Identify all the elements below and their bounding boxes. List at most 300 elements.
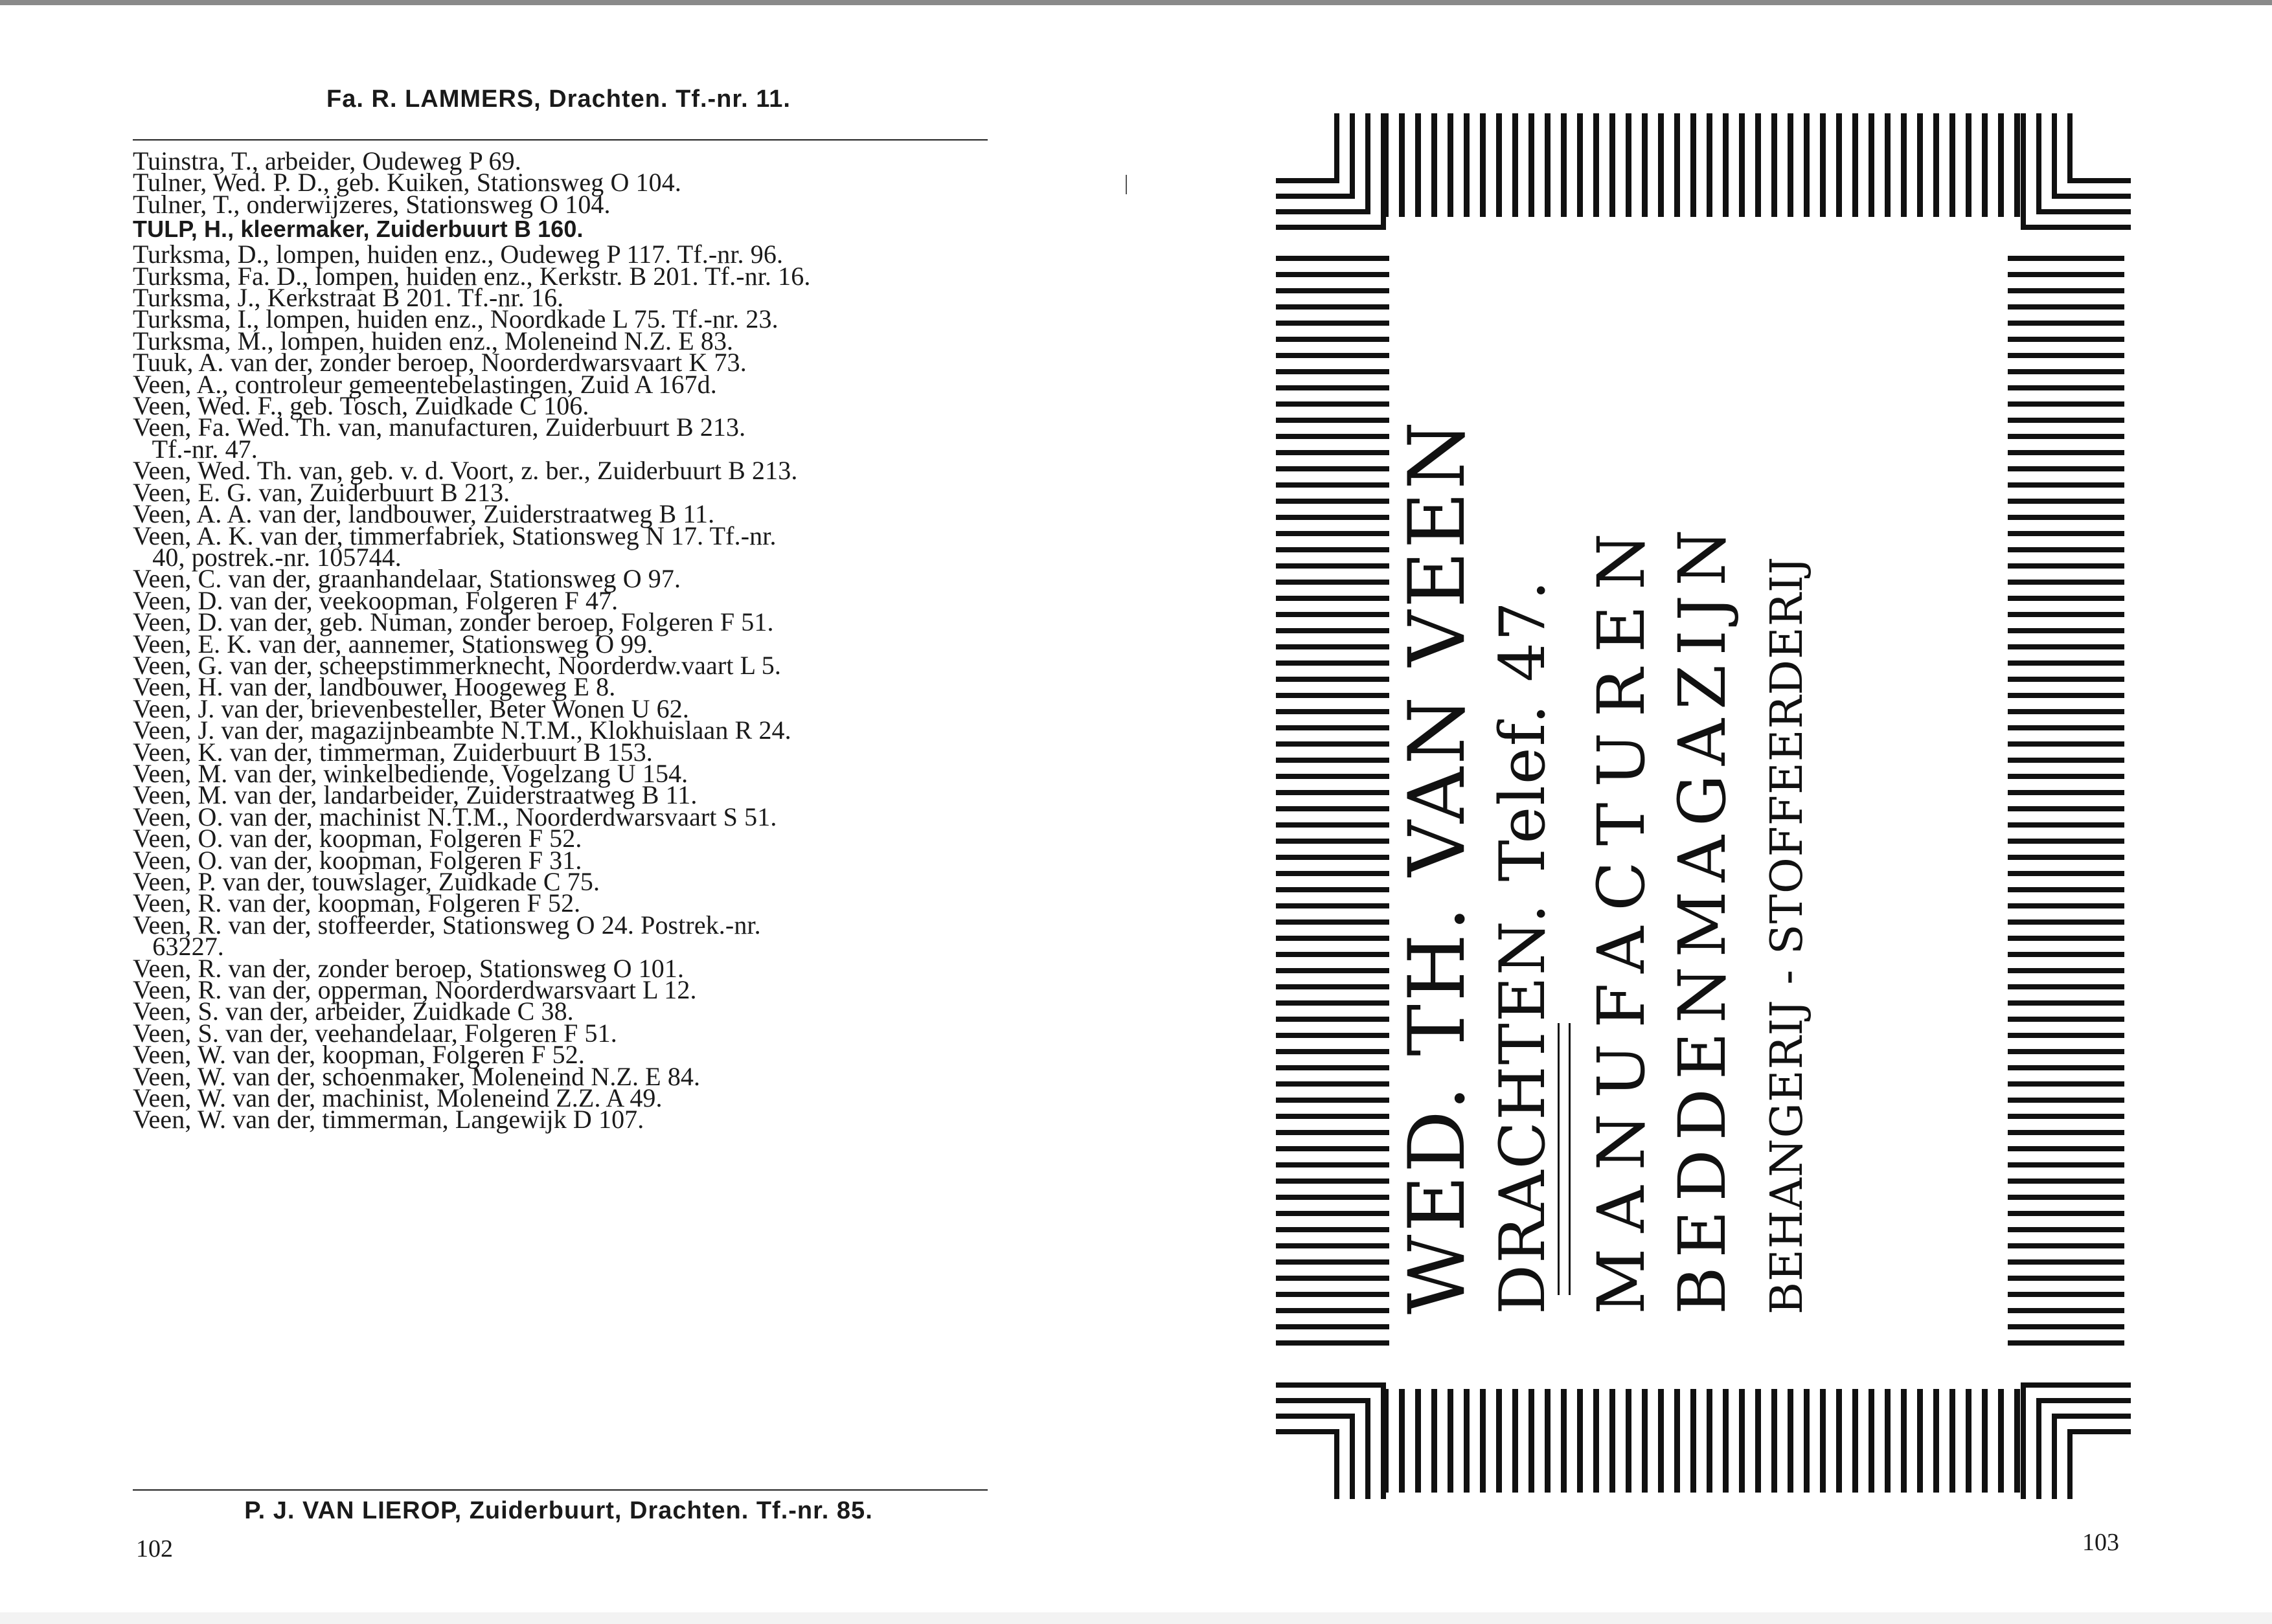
frame-stripe-left (1276, 612, 1389, 617)
directory-entry: Veen, E. G. van, Zuiderbuurt B 213. (133, 477, 510, 507)
frame-stripe-right (2008, 369, 2124, 374)
frame-stripe-left (1276, 499, 1389, 504)
frame-stripe-bottom (1577, 1389, 1583, 1493)
frame-stripe-bottom (1658, 1389, 1664, 1493)
frame-stripe-right (2008, 790, 2124, 795)
frame-stripe-left (1276, 1130, 1389, 1135)
frame-stripe-left (1276, 401, 1389, 407)
frame-stripe-bottom (1933, 1389, 1939, 1493)
directory-entry: Veen, D. van der, veekoopman, Folgeren F 47. (133, 585, 619, 615)
frame-stripe-right (2008, 385, 2124, 390)
directory-entry: Veen, A. K. van der, timmerfabriek, Stationsweg N 17. Tf.-nr. (133, 521, 777, 550)
frame-corner-bottom-left (1334, 1434, 1339, 1499)
frame-stripe-bottom (1545, 1389, 1551, 1493)
frame-stripe-right (2008, 936, 2124, 941)
frame-stripe-bottom (1739, 1389, 1745, 1493)
frame-stripe-bottom (1609, 1389, 1615, 1493)
frame-stripe-bottom (1480, 1389, 1486, 1493)
frame-corner-bottom-right (2052, 1414, 2131, 1419)
frame-stripe-left (1276, 580, 1389, 585)
directory-entry: Tuinstra, T., arbeider, Oudeweg P 69. (133, 146, 521, 175)
frame-stripe-left (1276, 596, 1389, 601)
frame-stripe-bottom (1836, 1389, 1842, 1493)
frame-stripe-top (1771, 113, 1777, 217)
frame-stripe-bottom (1399, 1389, 1405, 1493)
frame-stripe-left (1276, 434, 1389, 439)
page-bottom-edge (0, 1612, 2272, 1624)
frame-stripe-bottom (1755, 1389, 1761, 1493)
frame-stripe-bottom (1852, 1389, 1858, 1493)
frame-stripe-right (2008, 337, 2124, 342)
frame-stripe-right (2008, 1227, 2124, 1232)
footer-rule (133, 1489, 988, 1491)
directory-entry: Veen, P. van der, touwslager, Zuidkade C 75. (133, 867, 600, 896)
frame-stripe-top (1820, 113, 1826, 217)
frame-stripe-top (1739, 113, 1745, 217)
frame-corner-bottom-left (1350, 1419, 1355, 1499)
frame-stripe-top (1528, 113, 1534, 217)
frame-stripe-top (1788, 113, 1793, 217)
frame-stripe-left (1276, 304, 1389, 310)
frame-corner-top-left (1365, 113, 1370, 209)
frame-stripe-right (2008, 1098, 2124, 1103)
frame-stripe-bottom (1998, 1389, 2004, 1493)
frame-stripe-bottom (1626, 1389, 1631, 1493)
page-top-edge (0, 0, 2272, 5)
frame-stripe-left (1276, 1340, 1389, 1346)
directory-entry: 40, postrek.-nr. 105744. (133, 542, 402, 572)
frame-stripe-left (1276, 1049, 1389, 1054)
frame-stripe-right (2008, 418, 2124, 423)
advert-rotated-text (1386, 418, 1813, 1314)
frame-stripe-top (1609, 113, 1615, 217)
frame-stripe-left (1276, 677, 1389, 682)
frame-stripe-top (1852, 113, 1858, 217)
frame-stripe-right (2008, 401, 2124, 407)
frame-corner-bottom-left (1381, 1388, 1386, 1499)
advert-line-manufacturen: MANUFACTUREN (1584, 517, 1659, 1314)
frame-stripe-left (1276, 256, 1389, 261)
frame-stripe-left (1276, 1000, 1389, 1006)
frame-corner-bottom-right (2052, 1419, 2057, 1499)
frame-stripe-left (1276, 952, 1389, 957)
directory-entry: Veen, A., controleur gemeentebelastingen, Zuid A 167d. (133, 369, 717, 399)
frame-corner-top-right (2067, 113, 2073, 178)
directory-entry: 63227. (133, 932, 224, 962)
frame-stripe-top (1431, 113, 1437, 217)
frame-stripe-right (2008, 1017, 2124, 1022)
frame-stripe-top (1593, 113, 1599, 217)
frame-corner-top-right (2052, 113, 2057, 194)
frame-stripe-right (2008, 580, 2124, 585)
frame-stripe-right (2008, 871, 2124, 876)
frame-stripe-left (1276, 1114, 1389, 1119)
directory-entry: Veen, K. van der, timmerman, Zuiderbuurt B 153. (133, 737, 653, 767)
frame-stripe-left (1276, 1292, 1389, 1297)
frame-stripe-right (2008, 1130, 2124, 1135)
frame-stripe-left (1276, 839, 1389, 844)
frame-stripe-top (1933, 113, 1939, 217)
frame-stripe-top (1577, 113, 1583, 217)
frame-stripe-bottom (1788, 1389, 1793, 1493)
frame-stripe-top (1415, 113, 1421, 217)
frame-stripe-right (2008, 1146, 2124, 1151)
directory-entry: Veen, O. van der, koopman, Folgeren F 52. (133, 824, 582, 853)
frame-stripe-right (2008, 887, 2124, 892)
frame-stripe-left (1276, 725, 1389, 730)
directory-entry: Veen, M. van der, landarbeider, Zuiderstraatweg B 11. (133, 780, 698, 810)
frame-corner-top-right (2036, 209, 2131, 214)
advert-line-beddenmagazijn: BEDDENMAGAZIJN (1664, 520, 1740, 1314)
directory-entry: Veen, D. van der, geb. Numan, zonder beroep, Folgeren F 51. (133, 607, 774, 637)
frame-stripe-left (1276, 1308, 1389, 1313)
directory-entry: Veen, R. van der, koopman, Folgeren F 52. (133, 888, 581, 918)
frame-stripe-bottom (1512, 1389, 1518, 1493)
frame-stripe-right (2008, 288, 2124, 293)
directory-entry: Veen, W. van der, koopman, Folgeren F 52. (133, 1040, 585, 1070)
frame-stripe-bottom (1464, 1389, 1470, 1493)
directory-entry: Turksma, M., lompen, huiden enz., Moleneind N.Z. E 83. (133, 326, 734, 355)
frame-stripe-bottom (1966, 1389, 1971, 1493)
frame-stripe-left (1276, 1211, 1389, 1216)
frame-stripe-top (1707, 113, 1712, 217)
frame-stripe-right (2008, 353, 2124, 358)
frame-stripe-left (1276, 1017, 1389, 1022)
frame-stripe-left (1276, 1259, 1389, 1265)
frame-stripe-left (1276, 515, 1389, 520)
frame-stripe-top (1464, 113, 1470, 217)
frame-stripe-bottom (1642, 1389, 1648, 1493)
directory-entry: Tulner, T., onderwijzeres, Stationsweg O 104. (133, 189, 611, 219)
frame-stripe-bottom (1723, 1389, 1729, 1493)
frame-stripe-left (1276, 321, 1389, 326)
frame-stripe-right (2008, 1211, 2124, 1216)
frame-stripe-bottom (1674, 1389, 1680, 1493)
directory-entry: Veen, A. A. van der, landbouwer, Zuiderstraatweg B 11. (133, 499, 715, 529)
frame-stripe-top (1836, 113, 1842, 217)
frame-stripe-bottom (1869, 1389, 1874, 1493)
directory-entry: Tulner, Wed. P. D., geb. Kuiken, Stationsweg O 104. (133, 168, 681, 197)
frame-stripe-left (1276, 919, 1389, 925)
frame-stripe-top (1480, 113, 1486, 217)
frame-stripe-bottom (1690, 1389, 1696, 1493)
frame-stripe-right (2008, 1162, 2124, 1167)
frame-stripe-left (1276, 1162, 1389, 1167)
frame-stripe-right (2008, 1000, 2124, 1006)
frame-stripe-right (2008, 563, 2124, 569)
frame-stripe-right (2008, 968, 2124, 973)
frame-stripe-left (1276, 741, 1389, 747)
frame-stripe-right (2008, 434, 2124, 439)
frame-stripe-left (1276, 353, 1389, 358)
frame-corner-bottom-right (2021, 1388, 2026, 1499)
frame-stripe-left (1276, 418, 1389, 423)
frame-stripe-bottom (1415, 1389, 1421, 1493)
advert-double-rule (1558, 1023, 1571, 1295)
frame-stripe-left (1276, 871, 1389, 876)
directory-entry: Veen, E. K. van der, aannemer, Stationsweg O 99. (133, 629, 653, 659)
frame-stripe-right (2008, 952, 2124, 957)
frame-stripe-right (2008, 531, 2124, 536)
frame-stripe-right (2008, 709, 2124, 714)
frame-stripe-right (2008, 499, 2124, 504)
frame-stripe-right (2008, 1308, 2124, 1313)
frame-stripe-top (1512, 113, 1518, 217)
frame-corner-top-right (2067, 178, 2131, 183)
frame-stripe-left (1276, 628, 1389, 633)
frame-stripe-bottom (1949, 1389, 1955, 1493)
directory-entry: Turksma, I., lompen, huiden enz., Noordkade L 75. Tf.-nr. 23. (133, 304, 778, 334)
directory-entry: Veen, W. van der, timmerman, Langewijk D 107. (133, 1105, 644, 1134)
frame-stripe-left (1276, 482, 1389, 488)
frame-stripe-bottom (1771, 1389, 1777, 1493)
directory-entry: Veen, J. van der, magazijnbeambte N.T.M., Klokhuislaan R 24. (133, 716, 791, 745)
directory-entry: Veen, O. van der, koopman, Folgeren F 31. (133, 845, 582, 875)
frame-stripe-bottom (1885, 1389, 1891, 1493)
frame-stripe-bottom (1593, 1389, 1599, 1493)
frame-stripe-bottom (1496, 1389, 1502, 1493)
frame-stripe-left (1276, 369, 1389, 374)
directory-entry: Tf.-nr. 47. (133, 434, 258, 464)
frame-stripe-right (2008, 1049, 2124, 1054)
running-head: Fa. R. LAMMERS, Drachten. Tf.-nr. 11. (326, 85, 791, 113)
frame-stripe-left (1276, 531, 1389, 536)
frame-stripe-right (2008, 256, 2124, 261)
frame-stripe-right (2008, 482, 2124, 488)
frame-stripe-right (2008, 1324, 2124, 1329)
frame-stripe-right (2008, 725, 2124, 730)
frame-stripe-right (2008, 839, 2124, 844)
directory-entry: Veen, O. van der, machinist N.T.M., Noorderdwarsvaart S 51. (133, 802, 777, 831)
frame-stripe-left (1276, 1098, 1389, 1103)
frame-stripe-bottom (1528, 1389, 1534, 1493)
frame-stripe-top (1982, 113, 1988, 217)
frame-stripe-left (1276, 337, 1389, 342)
directory-entry-bold: TULP, H., kleermaker, Zuiderbuurt B 160. (133, 216, 584, 243)
frame-stripe-left (1276, 806, 1389, 811)
frame-stripe-left (1276, 385, 1389, 390)
frame-stripe-left (1276, 822, 1389, 828)
frame-stripe-left (1276, 547, 1389, 552)
frame-corner-top-left (1350, 113, 1355, 194)
frame-stripe-left (1276, 887, 1389, 892)
frame-stripe-top (1545, 113, 1551, 217)
directory-entry: Turksma, J., Kerkstraat B 201. Tf.-nr. 16. (133, 283, 564, 313)
frame-corner-top-left (1276, 178, 1339, 183)
directory-entry: Veen, G. van der, scheepstimmerknecht, Noorderdw.vaart L 5. (133, 650, 781, 680)
directory-entry: Veen, Wed. Th. van, geb. v. d. Voort, z. ber., Zuiderbuurt B 213. (133, 456, 798, 486)
frame-stripe-top (1723, 113, 1729, 217)
directory-entry: Veen, Fa. Wed. Th. van, manufacturen, Zuiderbuurt B 213. (133, 412, 746, 442)
directory-entry: Veen, S. van der, veehandelaar, Folgeren F 51. (133, 1018, 617, 1048)
frame-stripe-bottom (2014, 1389, 2020, 1493)
directory-entry: Turksma, Fa. D., lompen, huiden enz., Kerkstr. B 201. Tf.-nr. 16. (133, 261, 811, 291)
frame-stripe-right (2008, 272, 2124, 277)
frame-stripe-right (2008, 1276, 2124, 1281)
footer-advert-line: P. J. VAN LIEROP, Zuiderbuurt, Drachten. Tf.-nr. 85. (244, 1497, 873, 1524)
frame-stripe-right (2008, 758, 2124, 763)
frame-stripe-right (2008, 1179, 2124, 1184)
frame-stripe-right (2008, 612, 2124, 617)
frame-stripe-left (1276, 693, 1389, 698)
frame-stripe-bottom (1917, 1389, 1923, 1493)
frame-stripe-bottom (1431, 1389, 1437, 1493)
frame-stripe-top (1642, 113, 1648, 217)
frame-stripe-left (1276, 466, 1389, 471)
frame-stripe-right (2008, 547, 2124, 552)
frame-stripe-right (2008, 855, 2124, 860)
frame-corner-top-right (2021, 225, 2131, 230)
frame-stripe-top (1901, 113, 1907, 217)
frame-corner-bottom-left (1276, 1398, 1370, 1403)
frame-stripe-top (1399, 113, 1405, 217)
frame-stripe-right (2008, 919, 2124, 925)
frame-stripe-top (1496, 113, 1502, 217)
frame-corner-top-right (2052, 194, 2131, 199)
directory-entry: Veen, M. van der, winkelbediende, Vogelzang U 154. (133, 758, 688, 788)
frame-stripe-right (2008, 1065, 2124, 1070)
frame-stripe-right (2008, 1340, 2124, 1346)
frame-stripe-bottom (1448, 1389, 1453, 1493)
frame-stripe-left (1276, 936, 1389, 941)
frame-stripe-left (1276, 563, 1389, 569)
frame-corner-top-left (1276, 209, 1370, 214)
advert-company-name: WED. TH. VAN VEEN (1392, 418, 1482, 1314)
directory-entry: Veen, Wed. F., geb. Tosch, Zuidkade C 106. (133, 391, 589, 421)
frame-corner-bottom-left (1276, 1414, 1355, 1419)
frame-stripe-right (2008, 515, 2124, 520)
frame-corner-bottom-left (1365, 1403, 1370, 1499)
frame-stripe-left (1276, 774, 1389, 779)
frame-stripe-left (1276, 1227, 1389, 1232)
directory-entry: Turksma, D., lompen, huiden enz., Oudeweg P 117. Tf.-nr. 96. (133, 240, 784, 269)
frame-stripe-right (2008, 1081, 2124, 1087)
frame-corner-bottom-right (2036, 1403, 2041, 1499)
directory-entry: Veen, W. van der, machinist, Moleneind Z.Z. A 49. (133, 1083, 663, 1113)
frame-stripe-right (2008, 1033, 2124, 1038)
frame-stripe-top (1626, 113, 1631, 217)
frame-stripe-top (1690, 113, 1696, 217)
frame-corner-top-left (1334, 113, 1339, 178)
frame-stripe-left (1276, 1033, 1389, 1038)
frame-stripe-right (2008, 1292, 2124, 1297)
frame-stripe-bottom (1901, 1389, 1907, 1493)
frame-stripe-right (2008, 774, 2124, 779)
frame-stripe-right (2008, 321, 2124, 326)
frame-stripe-right (2008, 806, 2124, 811)
advert-line-trades: BEHANGERIJ - STOFFEERDERIJ (1762, 556, 1813, 1314)
frame-stripe-top (1755, 113, 1761, 217)
frame-stripe-left (1276, 1179, 1389, 1184)
frame-stripe-left (1276, 450, 1389, 455)
frame-corner-top-left (1381, 113, 1386, 225)
frame-corner-bottom-left (1276, 1429, 1339, 1434)
frame-stripe-right (2008, 644, 2124, 649)
frame-stripe-bottom (1982, 1389, 1988, 1493)
frame-stripe-right (2008, 450, 2124, 455)
frame-corner-top-right (2036, 113, 2041, 209)
advert-city-phone: DRACHTEN. Telef. 47. (1486, 579, 1559, 1314)
directory-entry: Veen, J. van der, brievenbesteller, Beter Wonen U 62. (133, 694, 689, 723)
frame-stripe-left (1276, 984, 1389, 989)
frame-stripe-left (1276, 644, 1389, 649)
directory-entry: Veen, W. van der, schoenmaker, Moleneind N.Z. E 84. (133, 1061, 701, 1091)
frame-stripe-left (1276, 903, 1389, 908)
directory-entry: Veen, R. van der, opperman, Noorderdwarsvaart L 12. (133, 975, 697, 1005)
directory-entry: Veen, R. van der, zonder beroep, Stationsweg O 101. (133, 953, 685, 983)
frame-stripe-right (2008, 1259, 2124, 1265)
frame-stripe-bottom (1804, 1389, 1810, 1493)
directory-entry: Tuuk, A. van der, zonder beroep, Noorderdwarsvaart K 73. (133, 348, 747, 378)
directory-entries (133, 146, 988, 1134)
frame-corner-bottom-right (2067, 1429, 2131, 1434)
frame-corner-top-right (2021, 113, 2026, 225)
frame-corner-bottom-right (2067, 1434, 2073, 1499)
frame-stripe-left (1276, 790, 1389, 795)
frame-stripe-right (2008, 677, 2124, 682)
frame-stripe-right (2008, 596, 2124, 601)
frame-corner-top-left (1276, 194, 1355, 199)
frame-stripe-right (2008, 1195, 2124, 1200)
frame-stripe-right (2008, 466, 2124, 471)
frame-stripe-top (1998, 113, 2004, 217)
frame-stripe-left (1276, 1243, 1389, 1248)
frame-stripe-right (2008, 660, 2124, 666)
frame-stripe-left (1276, 855, 1389, 860)
frame-stripe-bottom (1707, 1389, 1712, 1493)
frame-stripe-left (1276, 968, 1389, 973)
frame-stripe-top (1917, 113, 1923, 217)
frame-corner-bottom-right (2021, 1382, 2131, 1388)
frame-stripe-left (1276, 1065, 1389, 1070)
frame-stripe-left (1276, 758, 1389, 763)
directory-entry: Veen, S. van der, arbeider, Zuidkade C 38. (133, 997, 574, 1026)
frame-stripe-top (1804, 113, 1810, 217)
frame-stripe-top (1869, 113, 1874, 217)
frame-stripe-top (1658, 113, 1664, 217)
frame-stripe-top (2014, 113, 2020, 217)
frame-stripe-top (1448, 113, 1453, 217)
book-spine-mark (1126, 175, 1127, 194)
directory-entry: Veen, H. van der, landbouwer, Hoogeweg E 8. (133, 672, 616, 702)
frame-stripe-right (2008, 822, 2124, 828)
frame-stripe-top (1561, 113, 1567, 217)
frame-stripe-left (1276, 1276, 1389, 1281)
frame-stripe-right (2008, 693, 2124, 698)
frame-stripe-left (1276, 1081, 1389, 1087)
frame-corner-bottom-left (1276, 1382, 1386, 1388)
frame-stripe-left (1276, 288, 1389, 293)
frame-stripe-right (2008, 1243, 2124, 1248)
page-number-left: 102 (136, 1535, 173, 1562)
frame-stripe-right (2008, 903, 2124, 908)
frame-stripe-left (1276, 1324, 1389, 1329)
directory-entry: Veen, R. van der, stoffeerder, Stationsweg O 24. Postrek.-nr. (133, 910, 761, 940)
header-rule (133, 139, 988, 141)
frame-stripe-right (2008, 1114, 2124, 1119)
frame-stripe-left (1276, 709, 1389, 714)
frame-stripe-left (1276, 1146, 1389, 1151)
frame-stripe-top (1885, 113, 1891, 217)
frame-stripe-top (1674, 113, 1680, 217)
page-number-right: 103 (2082, 1529, 2119, 1556)
frame-stripe-left (1276, 272, 1389, 277)
frame-corner-top-left (1276, 225, 1386, 230)
frame-stripe-left (1276, 1195, 1389, 1200)
frame-stripe-bottom (1561, 1389, 1567, 1493)
frame-stripe-right (2008, 984, 2124, 989)
frame-stripe-left (1276, 660, 1389, 666)
